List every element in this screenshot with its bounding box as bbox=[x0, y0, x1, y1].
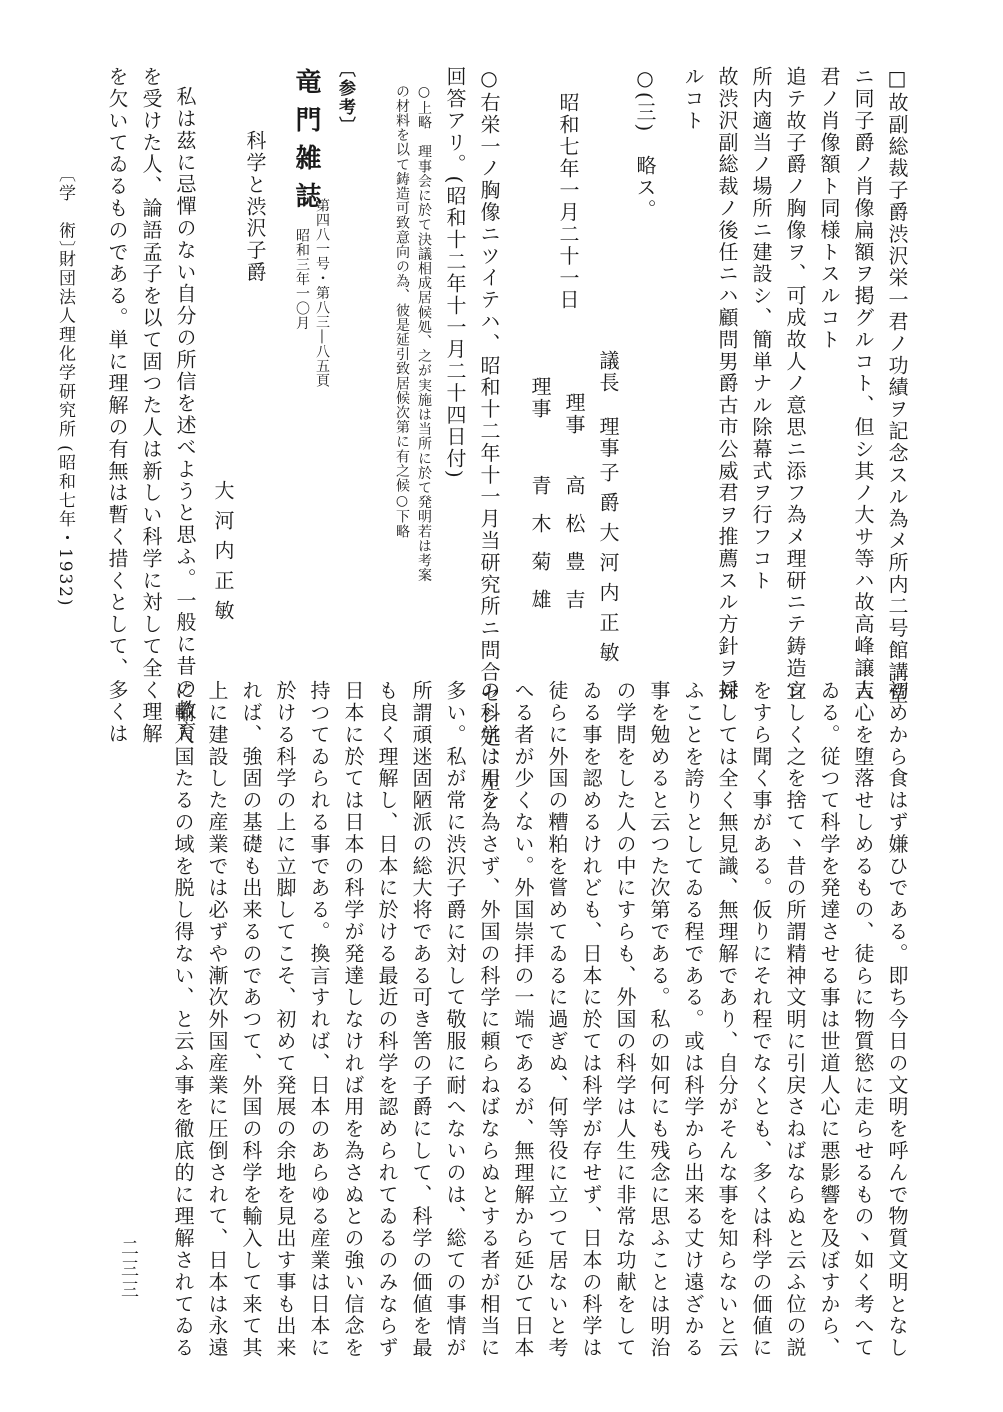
body-line: 持つてゐられる事である。換言すれば、日本のあらゆる産業は日本に bbox=[307, 680, 331, 1359]
body-line: をすら聞く事がある。仮りにそれ程でなくとも、多くは科学の価値に bbox=[749, 680, 773, 1359]
note-line-2: 回答アリ。(昭和十二年十一月二十四日付) bbox=[443, 66, 467, 480]
footer-organization: 財団法人理化学研究所 bbox=[55, 250, 75, 439]
note-quote-line-1: ○上略 理事会に於て決議相成居候処、之が実施は当所に於て発明若は考案 bbox=[416, 84, 432, 583]
body-line: の科学は用を為さず、外国の科学に頼らねばならぬとする者が相当に bbox=[477, 680, 501, 1359]
item2-line-3: 君ノ肖像額ト同様トスルコト bbox=[817, 66, 841, 351]
magazine-date: 昭和三年一〇月 bbox=[294, 228, 310, 331]
body-line: 於ける科学の上に立脚してこそ、初めて発展の余地を見出す事も出来 bbox=[273, 680, 297, 1359]
body-line: 宜しく之を捨て丶昔の所謂精神文明に引戻さねばならぬと云ふ位の説 bbox=[783, 680, 807, 1359]
footer-year: (昭和七年・1932) bbox=[55, 445, 75, 608]
body-line: 多い。私が常に渋沢子爵に対して敬服に耐へないのは、総ての事情が bbox=[443, 680, 467, 1359]
signatory-3-name: 青木菊雄 bbox=[528, 475, 552, 627]
page-number: 二三三 bbox=[118, 1238, 139, 1301]
body-line: ふことを誇りとしてゐる程である。或は科学から出来る丈け遠ざかる bbox=[681, 680, 705, 1359]
body-line: に輸入国たるの域を脱し得ない、と云ふ事を徹底的に理解されてゐる bbox=[171, 680, 195, 1359]
item2-line-1: □故副総裁子爵渋沢栄一君ノ功績ヲ記念スル為メ所内二号館講堂 bbox=[885, 66, 909, 706]
body-line: ゐる。従つて科学を発達させる事は世道人心に悪影響を及ぼすから、 bbox=[817, 680, 841, 1359]
note-line-1: ○右栄一ノ胸像ニツイテハ、昭和十二年十一月当研究所ニ問合セシ処、左ノ bbox=[477, 66, 501, 815]
body-line: へる者が少くない。外国崇拝の一端であるが、無理解から延ひて日本 bbox=[511, 680, 535, 1359]
article-author: 大河内正敏 bbox=[211, 480, 235, 630]
signatory-2-name: 高松豊吉 bbox=[562, 475, 586, 627]
body-line: の学問をした人の中にすらも、外国の科学は人生に非常な功献をして bbox=[613, 680, 637, 1359]
article-title: 科学と渋沢子爵 bbox=[243, 130, 267, 284]
signatory-2-role: 理事 bbox=[562, 392, 586, 436]
body-line: 人心を堕落せしめるもの、徒らに物質慾に走らせるもの丶如く考へて bbox=[851, 680, 875, 1359]
item4-line-1: 故渋沢副総裁ノ後任ニハ顧問男爵古市公威君ヲ推薦スル方針ヲ採 bbox=[715, 66, 739, 702]
body-line: 初めから食はず嫌ひである。即ち今日の文明を呼んで物質文明となし bbox=[885, 680, 909, 1359]
body-line: 事を勉めると云つた次第である。私の如何にも残念に思ふことは明治 bbox=[647, 680, 671, 1359]
body-line: 所謂頑迷固陋派の総大将である可き筈の子爵にして、科学の価値を最 bbox=[409, 680, 433, 1359]
signatory-chair-role: 議長 理事 bbox=[596, 350, 620, 460]
item4-line-2: ルコト bbox=[681, 66, 705, 132]
article-body-line-3: を欠いてゐるものである。単に理解の有無は暫く措くとして、多くは bbox=[105, 66, 129, 745]
item3-line-2: 所内適当ノ場所ニ建設シ、簡単ナル除幕式ヲ行フコト bbox=[749, 66, 773, 592]
footer-section-tag: 〔学 術〕 bbox=[55, 165, 75, 260]
item5-line: ○(三) 略ス。 bbox=[633, 66, 657, 221]
article-body-line-1: 私は茲に忌憚のない自分の所信を述べようと思ふ。一般に昔の教育 bbox=[173, 86, 197, 743]
signatory-chair-name: 子爵大河内正敏 bbox=[596, 462, 620, 672]
body-line: 上に建設した産業では必ずや漸次外国産業に圧倒されて、日本は永遠 bbox=[205, 680, 229, 1359]
item2-line-2: ニ同子爵ノ肖像扁額ヲ掲グルコト、但シ其ノ大サ等ハ故高峰譲吉 bbox=[851, 66, 875, 702]
body-line: 日本に於ては日本の科学が発達しなければ用を為さぬとの強い信念を bbox=[341, 680, 365, 1359]
note-quote-line-2: の材料を以て鋳造可致意向の為、彼是延引致居候次第に有之候○下略 bbox=[394, 84, 410, 539]
signatory-3-role: 理事 bbox=[528, 376, 552, 420]
body-line: も良く理解し、日本に於ける最近の科学を認められてゐるのみならず bbox=[375, 680, 399, 1359]
resolution-date: 昭和七年一月二十一日 bbox=[556, 92, 580, 311]
sankou-label: 〔参考〕 bbox=[335, 60, 355, 136]
body-line: 徒らに外国の糟粕を嘗めてゐるに過ぎぬ、何等役に立つて居ないと考 bbox=[545, 680, 569, 1359]
body-line: 対しては全く無見識、無理解であり、自分がそんな事を知らないと云 bbox=[715, 680, 739, 1359]
magazine-issue: 第四八一号・第八三―八五頁 bbox=[314, 198, 330, 388]
body-line: れば、強固の基礎も出来るのであつて、外国の科学を輸入して来て其 bbox=[239, 680, 263, 1359]
article-body-line-2: を受けた人、論語孟子を以て固つた人は新しい科学に対して全く理解 bbox=[139, 66, 163, 745]
magazine-title: 竜門雑誌 bbox=[291, 68, 321, 220]
body-line: ゐる事を認めるけれども、日本に於ては科学が存せず、日本の科学は bbox=[579, 680, 603, 1359]
item3-line-1: 追テ故子爵ノ胸像ヲ、可成故人ノ意思ニ添フ為メ理研ニテ鋳造シ bbox=[783, 66, 807, 702]
